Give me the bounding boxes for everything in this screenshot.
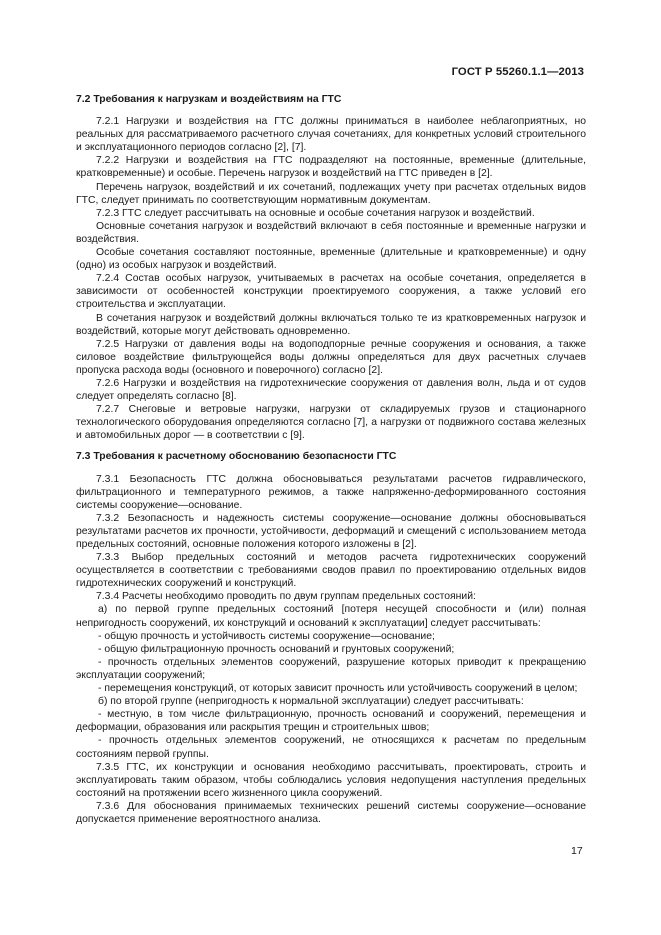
document-body xyxy=(76,93,586,826)
dash-list-item: - перемещения конструкций, от которых зависит прочность или устойчивость сооружений в целом; xyxy=(98,683,578,695)
paragraph-7-2-1: 7.2.1 Нагрузки и воздействия на ГТС должны приниматься в наиболее неблагоприятных, но реальных для рассматриваемого расчетного случая сочетаниях, для конкретных условий строительного и эксплуатационного периодов согласно [2], [7]. xyxy=(76,116,586,154)
section-heading-7-2: 7.2 Требования к нагрузкам и воздействиям на ГТС xyxy=(76,94,342,105)
paragraph-7-2-5: 7.2.5 Нагрузки от давления воды на водоподпорные речные сооружения и основания, а также силовое воздействие фильтрующейся воды должны определяться для двух расчетных случаев пропуска расхода воды (основного и поверочного) согласно [2]. xyxy=(76,338,586,376)
paragraph-7-3-2: 7.3.2 Безопасность и надежность системы сооружение—основание должны обосновываться результатами расчетов их прочности, устойчивости, деформаций и смещений с использованием метода предельных состояний, основные положения которого изложены в [2]. xyxy=(76,512,586,550)
dash-list-item: - прочность отдельных элементов сооружений, разрушение которых приводит к прекращению эксплуатации сооружений; xyxy=(76,656,586,681)
paragraph: Особые сочетания составляют постоянные, временные (длительные и кратковременные) и одну (одно) из особых нагрузок и воздействий. xyxy=(76,247,586,272)
paragraph-7-2-3: 7.2.3 ГТС следует рассчитывать на основные и особые сочетания нагрузок и воздействий. xyxy=(96,207,535,219)
paragraph: Основные сочетания нагрузок и воздействий включают в себя постоянные и временные нагрузки и воздействия. xyxy=(76,220,586,245)
paragraph-7-3-3: 7.3.3 Выбор предельных состояний и методов расчета гидротехнических сооружений осуществляется в соответствии с требованиями сводов правил по проектированию отдельных видов гидротехнических сооружений и конструкций. xyxy=(76,552,586,590)
page-number: 17 xyxy=(571,845,583,857)
paragraph-7-3-5: 7.3.5 ГТС, их конструкции и основания необходимо рассчитывать, проектировать, строить и эксплуатировать таким образом, чтобы соблюдались условия недопущения наступления предельных состояний на протяжении всего жизненного цикла сооружений. xyxy=(76,761,586,799)
paragraph-7-3-4: 7.3.4 Расчеты необходимо проводить по двум группам предельных состояний: xyxy=(96,591,476,603)
section-heading-7-3: 7.3 Требования к расчетному обоснованию безопасности ГТС xyxy=(76,451,397,463)
dash-list-item: - местную, в том числе фильтрационную, прочность оснований и сооружений, перемещения и деформации, образования или раскрытия трещин и строительных швов; xyxy=(76,709,586,734)
paragraph: В сочетания нагрузок и воздействий должны включаться только те из кратковременных нагрузок и воздействий, которые могут действовать одновременно. xyxy=(76,312,586,337)
dash-list-item: - прочность отдельных элементов сооружений, не относящихся к расчетам по предельным состояниям первой группы. xyxy=(76,735,586,760)
list-item-a: а) по первой группе предельных состояний [потеря несущей способности и (или) полная непригодность сооружений, их конструкций и оснований к эксплуатации] следует рассчитывать: xyxy=(76,604,586,629)
dash-list-item: - общую фильтрационную прочность оснований и грунтовых сооружений; xyxy=(98,643,455,655)
paragraph-7-3-6: 7.3.6 Для обоснования принимаемых технических решений системы сооружение—основание допускается применение вероятностного анализа. xyxy=(76,800,586,825)
document-code-header: ГОСТ Р 55260.1.1—2013 xyxy=(451,66,584,78)
paragraph-7-2-4: 7.2.4 Состав особых нагрузок, учитываемых в расчетах на особые сочетания, определяется в зависимости от особенностей конструкции проектируемого сооружения, а также условий его строительства и эксплуатации. xyxy=(76,273,586,311)
paragraph: Перечень нагрузок, воздействий и их сочетаний, подлежащих учету при расчетах отдельных видов ГТС, следует принимать по соответствующим нормативным документам. xyxy=(76,181,586,206)
list-item-b: б) по второй группе (непригодность к нормальной эксплуатации) следует рассчитывать: xyxy=(98,696,524,708)
paragraph-7-2-7: 7.2.7 Снеговые и ветровые нагрузки, нагрузки от складируемых грузов и стационарного технологического оборудования определяются согласно [7], а нагрузки от подвижного состава железных и автомобильных дорог — в соответствии с [9]. xyxy=(76,404,586,442)
paragraph-7-2-2: 7.2.2 Нагрузки и воздействия на ГТС подразделяют на постоянные, временные (длительные, кратковременные) и особые. Перечень нагрузок и воздействий на ГТС приведен в [2]. xyxy=(76,155,586,180)
paragraph-7-2-6: 7.2.6 Нагрузки и воздействия на гидротехнические сооружения от давления волн, льда и от судов следует определять согласно [8]. xyxy=(76,377,586,403)
dash-list-item: - общую прочность и устойчивость системы сооружение—основание; xyxy=(98,630,435,642)
paragraph-7-3-1: 7.3.1 Безопасность ГТС должна обосновываться результатами расчетов гидравлического, фильтрационного и температурного режимов, а также напряженно-деформированного состояния системы сооружение—основание. xyxy=(76,473,586,511)
